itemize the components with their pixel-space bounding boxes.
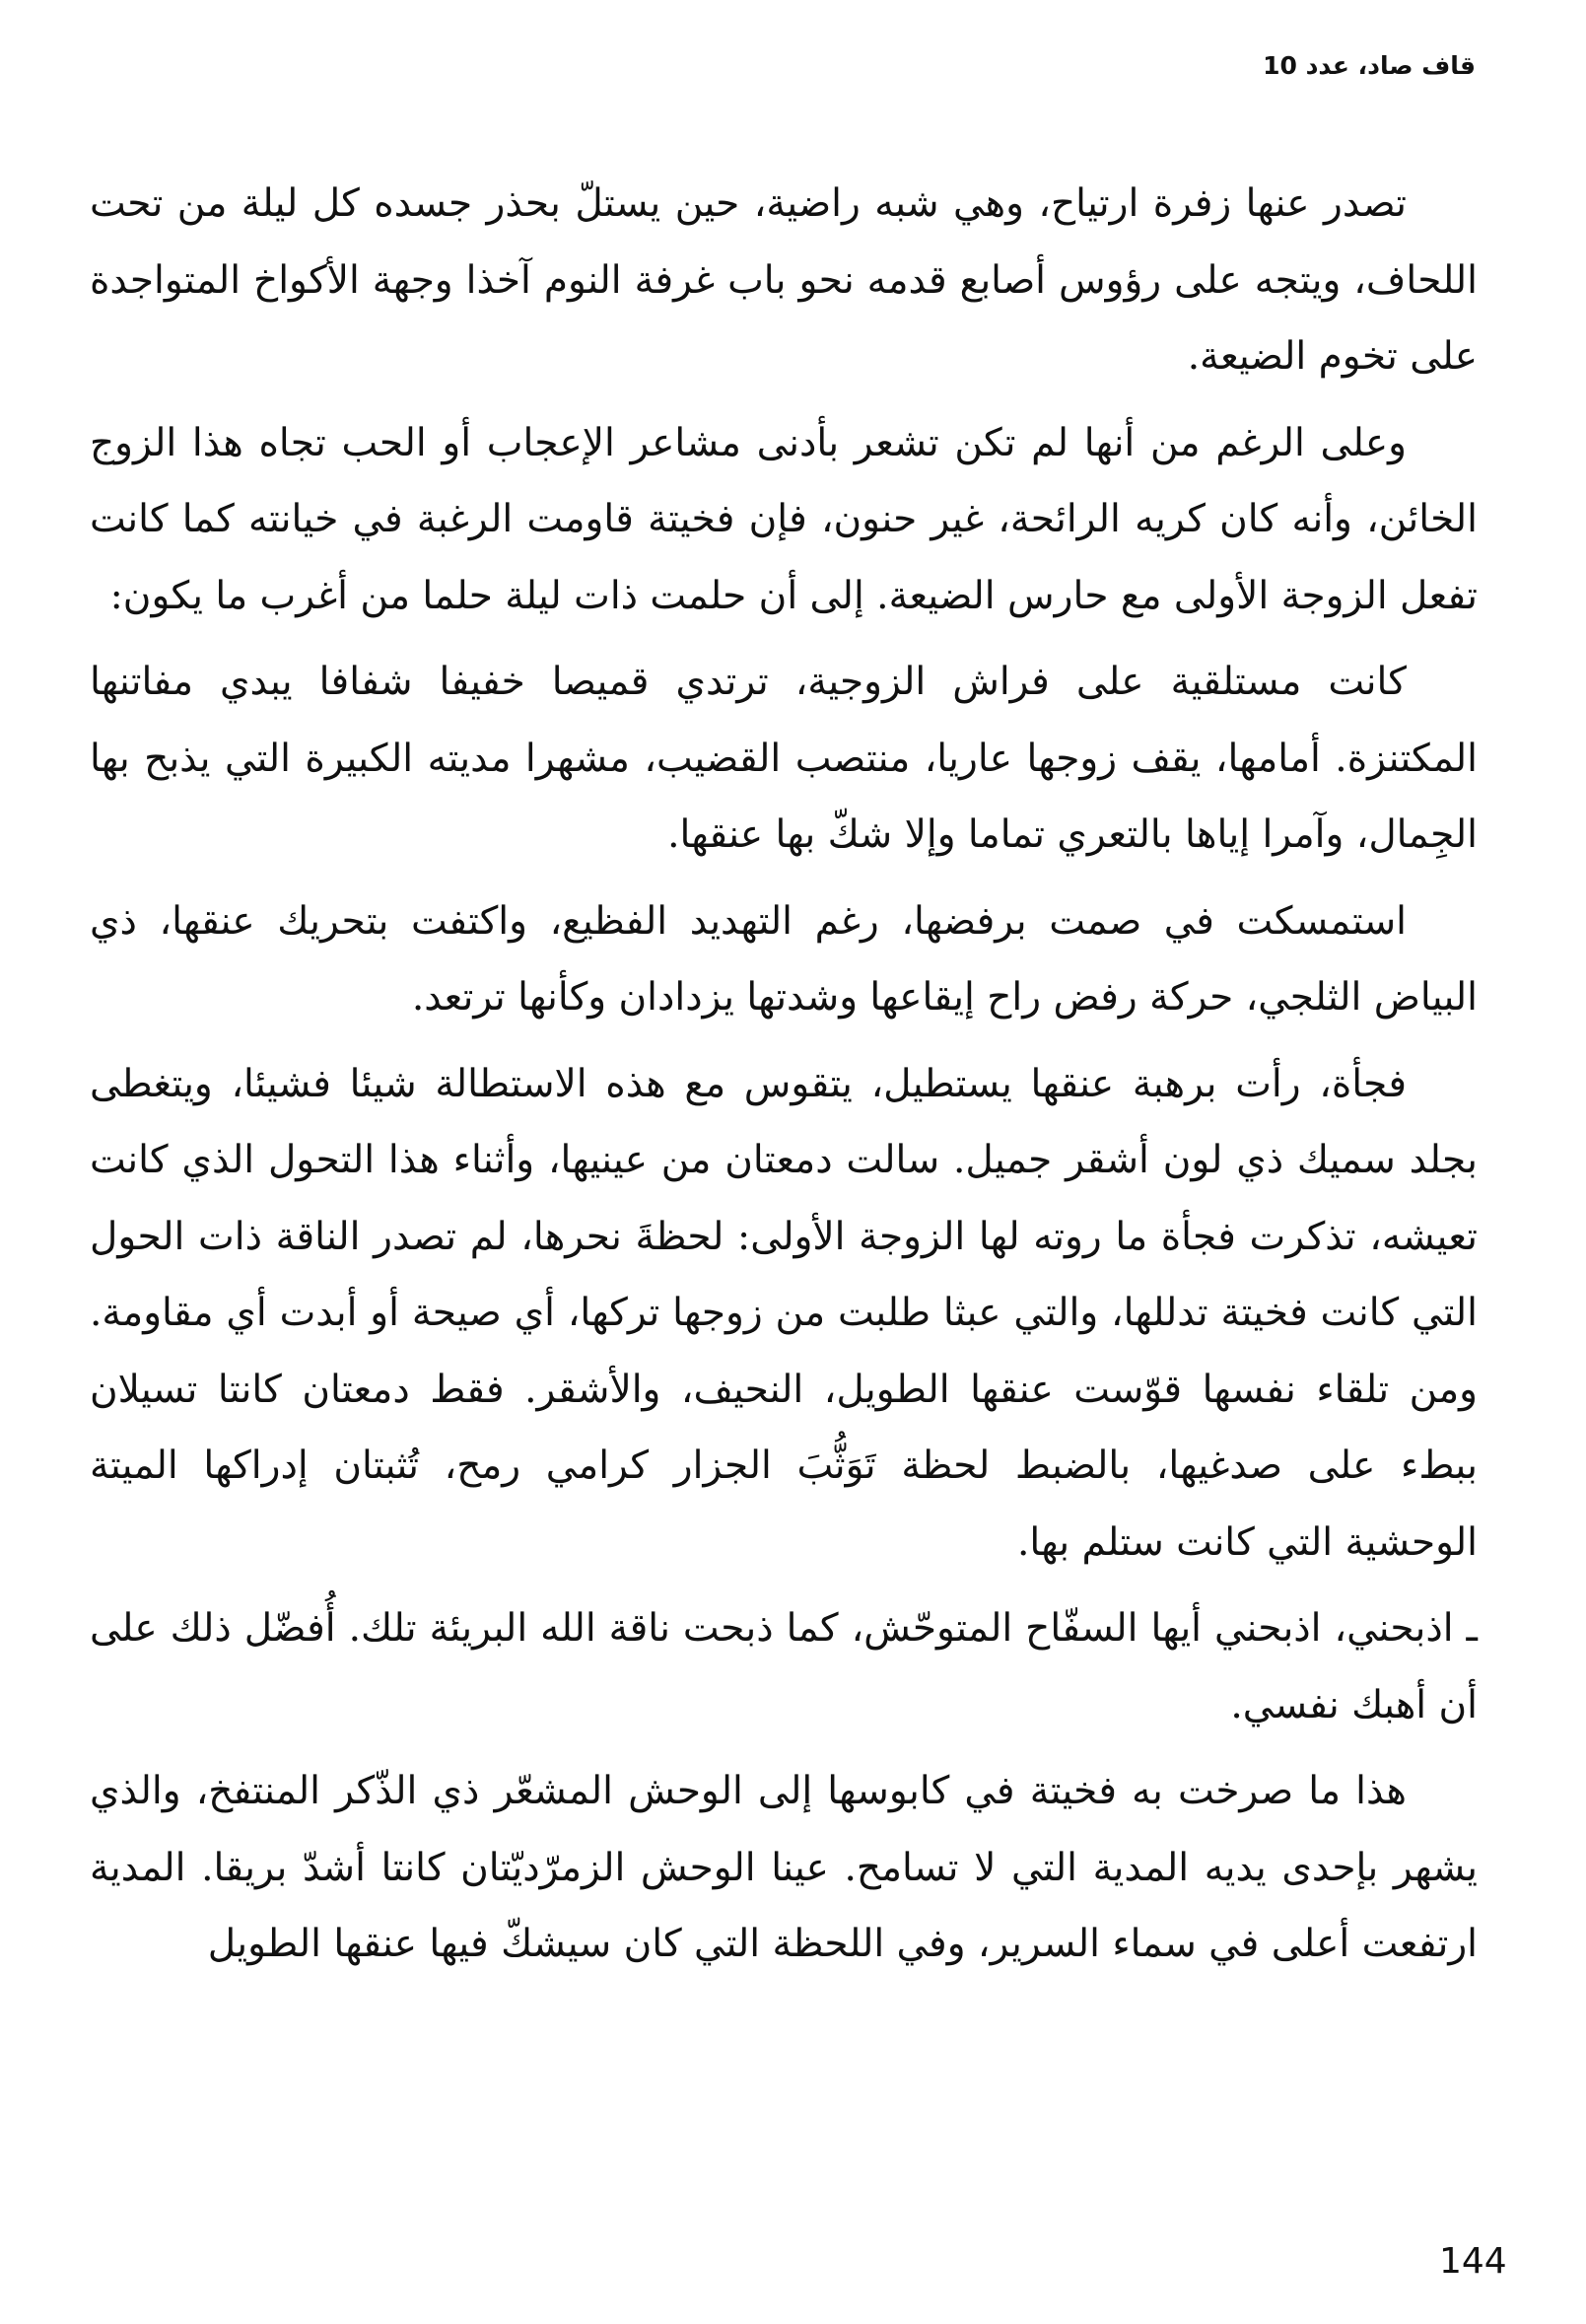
page-body-text (90, 166, 1478, 1993)
paragraph-1: تصدر عنها زفرة ارتياح، وهي شبه راضية، حين يستلّ بحذر جسده كل ليلة من تحت اللحاف، ويتجه على رؤوس أصابع قدمه نحو باب غرفة النوم آخذا وجهة الأكواخ المتواجدة على تخوم الضيعة. (90, 181, 1478, 379)
paragraph-2: وعلى الرغم من أنها لم تكن تشعر بأدنى مشاعر الإعجاب أو الحب تجاه هذا الزوج الخائن، وأنه كان كريه الرائحة، غير حنون، فإن فخيتة قاومت الرغبة في خيانته كما كانت تفعل الزوجة الأولى مع حارس الضيعة. إلى أن حلمت ذات ليلة حلما من أغرب ما يكون: (90, 420, 1478, 618)
page-number: 144 (1439, 2241, 1507, 2282)
paragraph-5: فجأة، رأت برهبة عنقها يستطيل، يتقوس مع هذه الاستطالة شيئا فشيئا، ويتغطى بجلد سميك ذي لون أشقر جميل. سالت دمعتان من عينيها، وأثناء هذا التحول الذي كانت تعيشه، تذكرت فجأة ما روته لها الزوجة الأولى: لحظةَ نحرها، لم تصدر الناقة ذات الحول التي كانت فخيتة تدللها، والتي عبثا طلبت من زوجها تركها، أي صيحة أو أبدت أي مقاومة. ومن تلقاء نفسها قوّست عنقها الطويل، النحيف، والأشقر. فقط دمعتان كانتا تسيلان ببطء على صدغيها، بالضبط لحظة تَوَثُّبَ الجزار كرامي رمح، تُثبتان إدراكها الميتة الوحشية التي كانت ستلم بها. (90, 1061, 1478, 1565)
paragraph-3: كانت مستلقية على فراش الزوجية، ترتدي قميصا خفيفا شفافا يبدي مفاتنها المكتنزة. أمامها، يقف زوجها عاريا، منتصب القضيب، مشهرا مديته الكبيرة التي يذبح بها الجِمال، وآمرا إياها بالتعري تماما وإلا شكّ بها عنقها. (90, 660, 1478, 857)
dialogue-line: ـ اذبحني، اذبحني أيها السفّاح المتوحّش، كما ذبحت ناقة الله البريئة تلك. أُفضّل ذلك على أن أهبك نفسي. (90, 1606, 1478, 1727)
paragraph-4: استمسكت في صمت برفضها، رغم التهديد الفظيع، واكتفت بتحريك عنقها، ذي البياض الثلجي، حركة رفض راح إيقاعها وشدتها يزدادان وكأنها ترتعد. (90, 898, 1478, 1020)
running-head-title: قاف صاد، عدد 10 (1263, 51, 1476, 80)
paragraph-7: هذا ما صرخت به فخيتة في كابوسها إلى الوحش المشعّر ذي الذّكر المنتفخ، والذي يشهر بإحدى يديه المدية التي لا تسامح. عينا الوحش الزمرّديّتان كانتا أشدّ بريقا. المدية ارتفعت أعلى في سماء السرير، وفي اللحظة التي كان سيشكّ فيها عنقها الطويل (90, 1769, 1478, 1966)
